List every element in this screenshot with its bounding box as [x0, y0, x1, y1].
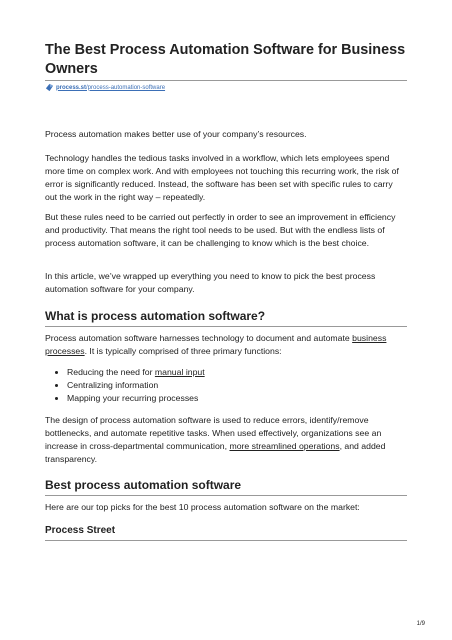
- source-link[interactable]: process.st/process-automation-software: [56, 84, 166, 91]
- list-item: • Reducing the need for manual input: [67, 366, 407, 379]
- subsection-divider: [45, 540, 407, 541]
- intro-paragraph-2: Technology handles the tedious tasks involved in a workflow, which lets employees spend more time on complex work. And with employees not touching this recurring work, the risk of error is significantly reduced. Instead, the software has been set with specific rules to carry out the work in the right way – repeatedly.: [45, 153, 399, 202]
- section-divider-2: [45, 495, 407, 496]
- manual-input-link[interactable]: manual input: [154, 367, 205, 377]
- section1-paragraph-1: Process automation software harnesses technology to document and automate business processes. It is typically comprised of three primary functions:: [45, 333, 387, 356]
- section-heading-what-is: What is process automation software?: [45, 309, 266, 323]
- streamlined-operations-link[interactable]: more streamlined operations: [229, 441, 340, 451]
- functions-list: [45, 366, 407, 405]
- process-street-logo-icon: [45, 83, 54, 92]
- intro-paragraph-3: But these rules need to be carried out perfectly in order to see an improvement in efficiency and productivity. That means the right tool needs to be used. But with the endless lists of process automation software, it can be challenging to know which is the best choice.: [45, 212, 396, 248]
- section1-paragraph-2: The design of process automation software is used to reduce errors, identify/remove bottlenecks, and automate repetitive tasks. When used effectively, organizations see an increase in cross-departmental communication, more streamlined operations, and added transparency.: [45, 415, 386, 464]
- intro-paragraph-4: In this article, we’ve wrapped up everything you need to know to pick the best process automation software for your company.: [45, 271, 376, 294]
- business-processes-link[interactable]: business processes: [45, 333, 387, 356]
- section-heading-best-software: Best process automation software: [45, 478, 242, 492]
- section2-paragraph-1: Here are our top picks for the best 10 process automation software on the market:: [45, 502, 360, 512]
- title-divider: [45, 80, 407, 81]
- intro-paragraph-1: Process automation makes better use of your company’s resources.: [45, 129, 307, 139]
- article-title: The Best Process Automation Software for Business Owners: [45, 42, 406, 77]
- section-divider-1: [45, 326, 407, 327]
- page-number: 1/9: [416, 621, 425, 627]
- source-line: [45, 83, 165, 92]
- list-item: • Mapping your recurring processes: [67, 392, 407, 405]
- subheading-process-street: Process Street: [45, 525, 116, 536]
- list-item: • Centralizing information: [67, 379, 407, 392]
